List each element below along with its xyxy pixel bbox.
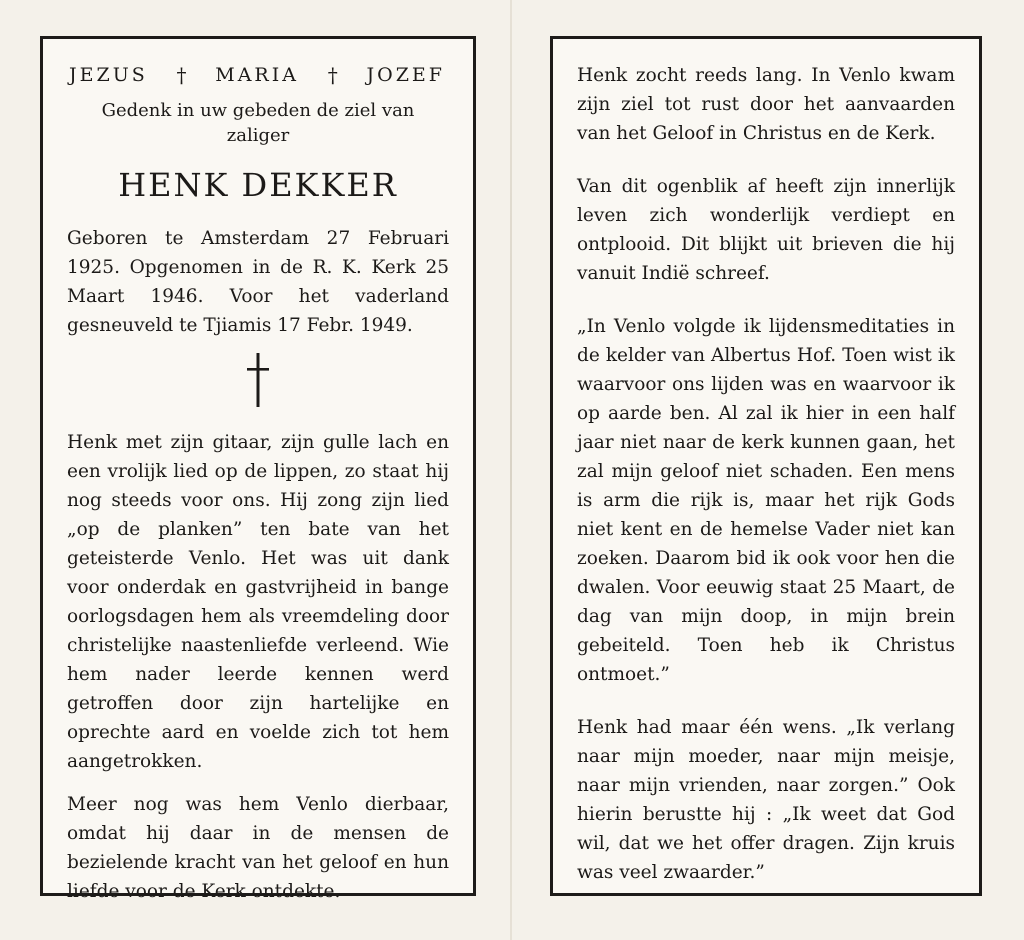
small-cross-icon: † <box>327 63 338 87</box>
right-paragraph-2: Van dit ogenblik af heeft zijn innerlijk leven zich wonderlijk verdiept en ontplooid. Dit blijkt uit brieven die hij vanuit Indië schreef. <box>577 176 955 284</box>
small-cross-icon: † <box>176 63 187 87</box>
holy-names-header <box>69 63 445 87</box>
right-paragraph-4: Henk had maar één wens. „Ik verlang naar mijn moeder, naar mijn meisje, naar mijn vrienden, naar zorgen.” Ook hierin berustte hij : „Ik weet dat God wil, dat we het offer dragen. Zijn kruis was veel zwaarder.” <box>577 717 955 883</box>
vitals-text: Geboren te Amsterdam 27 Februari 1925. Opgenomen in de R. K. Kerk 25 Maart 1946. Voor het vaderland gesneuveld te Tjiamis 17 Febr. 1949. <box>67 228 449 336</box>
intro-line: Gedenk in uw gebeden de ziel van <box>101 100 415 121</box>
card-fold <box>510 0 512 940</box>
memorial-paragraph-2: Meer nog was hem Venlo dierbaar, omdat hij daar in de mensen de bezielende kracht van het geloof en hun liefde voor de Kerk ontdekte. <box>67 794 449 902</box>
header-jezus: JEZUS <box>69 64 148 86</box>
intro-zaliger: zaliger <box>226 125 290 146</box>
right-panel <box>550 36 982 896</box>
letter-quote: „In Venlo volgde ik lijdensmeditaties in de kelder van Albertus Hof. Toen wist ik waarvoor ons lijden was en waarvoor ik op aarde ben. Al zal ik hier in een half jaar niet naar de kerk kunnen gaan, het zal mijn geloof niet schaden. Een mens is arm die rijk is, maar het rijk Gods niet kent en de hemelse Vader niet kan zoeken. Daarom bid ik ook voor hen die dwalen. Voor eeuwig staat 25 Maart, de dag van mijn doop, in mijn brein gebeiteld. Toen heb ik Christus ontmoet.” <box>577 316 955 685</box>
deceased-name: HENK DEKKER <box>118 166 398 204</box>
cross-icon <box>67 352 449 412</box>
right-paragraph-1: Henk zocht reeds lang. In Venlo kwam zijn ziel tot rust door het aanvaarden van het Geloof in Christus en de Kerk. <box>577 65 955 144</box>
header-maria: MARIA <box>215 64 299 86</box>
header-jozef: JOZEF <box>366 64 445 86</box>
left-panel <box>40 36 476 902</box>
memorial-paragraph-1: Henk met zijn gitaar, zijn gulle lach en een vrolijk lied op de lippen, zo staat hij nog steeds voor ons. Hij zong zijn lied „op de planken” ten bate van het geteisterde Venlo. Het was uit dank voor onderdak en gastvrijheid in bange oorlogsdagen hem als vreemdeling door christelijke naastenliefde verleend. Wie hem nader leerde kennen werd getroffen door zijn hartelijke en oprechte aard en voelde zich tot hem aangetrokken. <box>67 432 449 772</box>
